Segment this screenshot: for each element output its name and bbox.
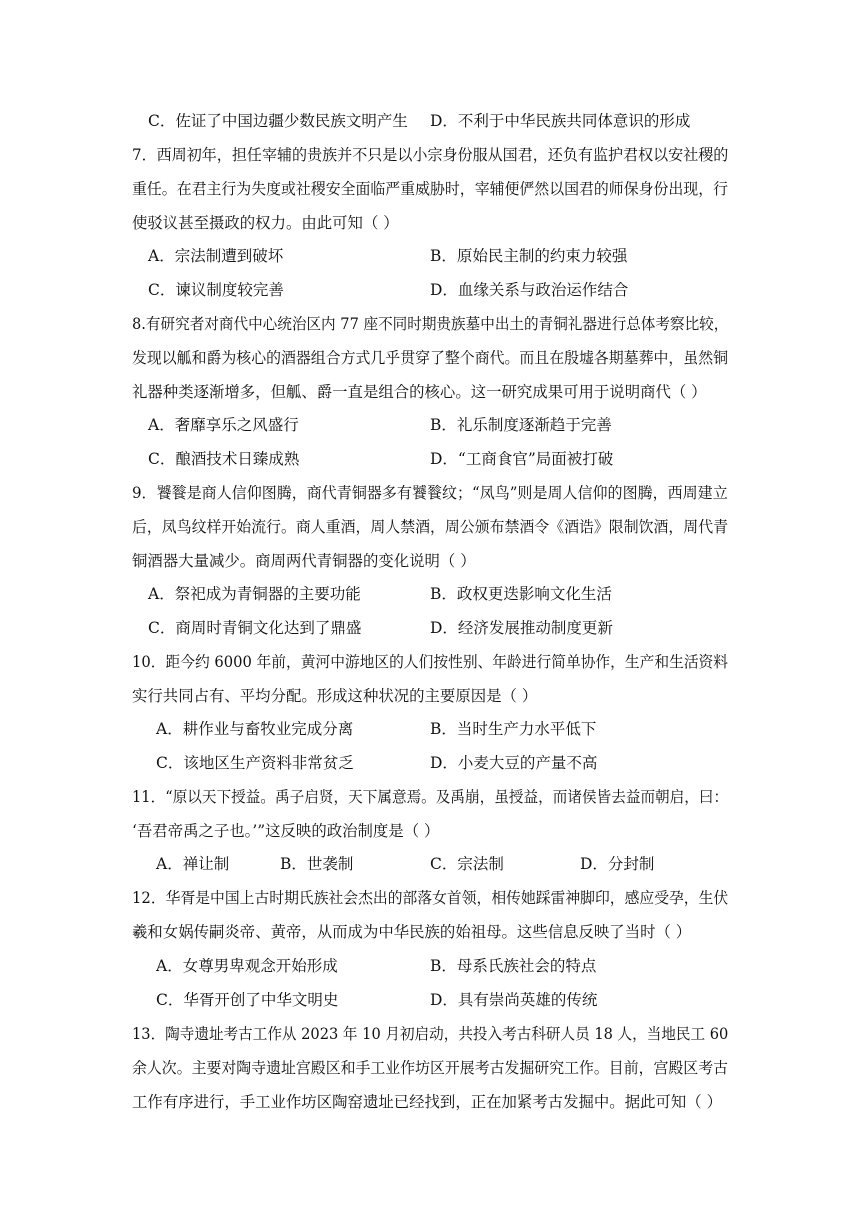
q11-stem-line-2: ‘吾君帝禹之子也。’”这反映的政治制度是（ ）	[132, 822, 440, 840]
q10-option-d: D．小麦大豆的产量不高	[430, 754, 598, 772]
q8-option-c: C．酿酒技术日臻成熟	[148, 450, 300, 468]
q10-stem-line-1: 10．距今约 6000 年前，黄河中游地区的人们按性别、年龄进行简单协作，生产和生活资料	[132, 653, 729, 671]
q9-option-a: A．祭祀成为青铜器的主要功能	[148, 585, 361, 603]
q11-option-c: C．宗法制	[430, 855, 504, 873]
q8-option-b: B．礼乐制度逐渐趋于完善	[430, 416, 612, 434]
q13-stem-line-2: 余人次。主要对陶寺遗址宫殿区和手工业作坊区开展考古发掘研究工作。目前，宫殿区考古	[132, 1059, 729, 1077]
q9-option-b: B．政权更迭影响文化生活	[430, 585, 612, 603]
q9-option-c: C．商周时青铜文化达到了鼎盛	[148, 619, 362, 637]
q7-stem-line-3: 使驳议甚至摄政的权力。由此可知（ ）	[132, 214, 399, 232]
q12-option-c: C．华胥开创了中华文明史	[156, 991, 339, 1009]
q12-option-b: B．母系氏族社会的特点	[430, 957, 597, 975]
q8-option-d: D．“工商食官”局面被打破	[430, 450, 614, 468]
q7-option-b: B．原始民主制的约束力较强	[430, 247, 628, 265]
q9-stem-line-3: 铜酒器大量减少。商周两代青铜器的变化说明（ ）	[132, 552, 476, 570]
q12-stem-line-2: 羲和女娲传嗣炎帝、黄帝，从而成为中华民族的始祖母。这些信息反映了当时（ ）	[132, 923, 692, 941]
q13-stem-line-1: 13．陶寺遗址考古工作从 2023 年 10 月初启动，共投入考古科研人员 18 人，当地民工 60	[132, 1025, 729, 1043]
q7-stem-line-2: 重任。在君主行为失度或社稷安全面临严重威胁时，宰辅便俨然以国君的师保身份出现，行	[132, 180, 729, 198]
q7-option-c: C．谏议制度较完善	[148, 281, 284, 299]
q8-stem-line-3: 礼器种类逐渐增多，但觚、爵一直是组合的核心。这一研究成果可用于说明商代（ ）	[132, 383, 707, 401]
q7-stem-line-1: 7．西周初年，担任宰辅的贵族并不只是以小宗身份服从国君，还负有监护君权以安社稷的	[132, 146, 729, 164]
q10-option-c: C．该地区生产资料非常贫乏	[156, 754, 354, 772]
q11-option-b: B．世袭制	[280, 855, 354, 873]
q6-option-d: D．不利于中华民族共同体意识的形成	[430, 112, 691, 130]
q9-option-d: D．经济发展推动制度更新	[430, 619, 613, 637]
q11-stem-line-1: 11．“原以天下授益。禹子启贤，天下属意焉。及禹崩，虽授益，而诸侯皆去益而朝启，曰：	[132, 788, 729, 806]
q6-option-c: C．佐证了中国边疆少数民族文明产生	[148, 112, 408, 130]
q12-stem-line-1: 12．华胥是中国上古时期氏族社会杰出的部落女首领，相传她踩雷神脚印，感应受孕，生伏	[132, 889, 729, 907]
q9-stem-line-2: 后，凤鸟纹样开始流行。商人重酒，周人禁酒，周公颁布禁酒令《酒诰》限制饮酒，周代青	[132, 518, 729, 536]
q10-stem-line-2: 实行共同占有、平均分配。形成这种状况的主要原因是（ ）	[132, 687, 538, 705]
q7-option-a: A．宗法制遭到破坏	[148, 247, 284, 265]
q8-stem-line-1: 8.有研究者对商代中心统治区内 77 座不同时期贵族墓中出土的青铜礼器进行总体考察比较，	[132, 315, 729, 333]
q10-option-a: A．耕作业与畜牧业完成分离	[156, 720, 354, 738]
q8-stem-line-2: 发现以觚和爵为核心的酒器组合方式几乎贯穿了整个商代。而且在殷墟各期墓葬中，虽然铜	[132, 349, 729, 367]
q13-stem-line-3: 工作有序进行，手工业作坊区陶窑遗址已经找到，正在加紧考古发掘中。据此可知（ ）	[132, 1093, 722, 1111]
q10-option-b: B．当时生产力水平低下	[430, 720, 597, 738]
q11-option-a: A．禅让制	[156, 855, 230, 873]
q9-stem-line-1: 9．饕餮是商人信仰图腾，商代青铜器多有饕餮纹；“凤鸟”则是周人信仰的图腾，西周建立	[132, 484, 728, 502]
q8-option-a: A．奢靡享乐之风盛行	[148, 416, 299, 434]
q7-option-d: D．血缘关系与政治运作结合	[430, 281, 629, 299]
q12-option-a: A．女尊男卑观念开始形成	[156, 957, 338, 975]
q11-option-d: D．分封制	[580, 855, 655, 873]
q12-option-d: D．具有崇尚英雄的传统	[430, 991, 598, 1009]
